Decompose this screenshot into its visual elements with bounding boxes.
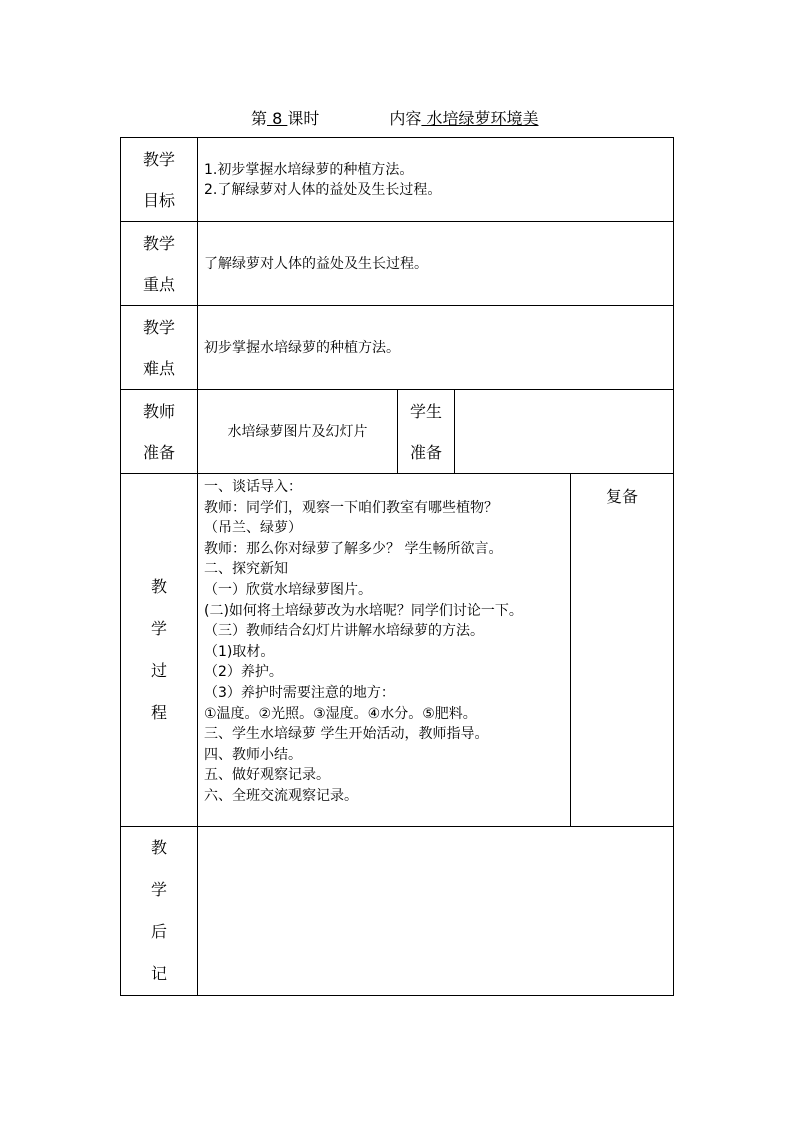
process-line: 六、全班交流观察记录。 — [204, 787, 358, 804]
lesson-plan-table — [120, 137, 674, 996]
process-line: 三、学生水培绿萝 学生开始活动，教师指导。 — [204, 726, 489, 743]
lesson-number: 8 — [267, 109, 288, 128]
process-content — [198, 474, 571, 827]
row-reflection — [121, 827, 674, 996]
process-line: (二)如何将土培绿萝改为水培呢？同学们讨论一下。 — [204, 602, 523, 619]
goal-content — [198, 138, 674, 222]
process-line: （2）养护。 — [204, 664, 283, 681]
process-line: （三）教师结合幻灯片讲解水培绿萝的方法。 — [204, 623, 484, 640]
row-teaching-process — [121, 474, 674, 827]
reflection-label: 教 学 后 记 — [121, 827, 198, 996]
goal-line-2: 2.了解绿萝对人体的益处及生长过程。 — [204, 181, 442, 198]
process-line: 二、探究新知 — [204, 561, 288, 578]
teacher-prep-content: 水培绿萝图片及幻灯片 — [198, 390, 398, 474]
lesson-header — [251, 106, 539, 129]
key-point-label: 教学 重点 — [121, 222, 198, 306]
row-preparation — [121, 390, 674, 474]
lesson-prefix: 第 — [251, 109, 268, 128]
key-point-content: 了解绿萝对人体的益处及生长过程。 — [198, 222, 674, 306]
difficulty-content: 初步掌握水培绿萝的种植方法。 — [198, 306, 674, 390]
process-line: 一、谈话导入： — [204, 479, 302, 495]
student-prep-label: 学生 准备 — [398, 390, 455, 474]
process-line: （一）欣赏水培绿萝图片。 — [204, 581, 372, 598]
process-line: 教师：那么你对绿萝了解多少？ 学生畅所欲言。 — [204, 540, 503, 557]
reflection-content — [198, 827, 674, 996]
process-line: （1)取材。 — [204, 643, 275, 660]
process-line: 五、做好观察记录。 — [204, 767, 330, 784]
teacher-prep-label: 教师 准备 — [121, 390, 198, 474]
lesson-suffix: 课时 — [287, 109, 320, 128]
process-line: （吊兰、绿萝） — [204, 520, 302, 537]
process-line: （3）养护时需要注意的地方： — [204, 684, 395, 701]
difficulty-label: 教学 难点 — [121, 306, 198, 390]
row-key-point — [121, 222, 674, 306]
content-label: 内容 — [389, 109, 422, 128]
process-line: 四、教师小结。 — [204, 746, 302, 763]
goal-line-1: 1.初步掌握水培绿萝的种植方法。 — [204, 161, 414, 178]
row-difficulty — [121, 306, 674, 390]
student-prep-content — [455, 390, 674, 474]
goal-label: 教学 目标 — [121, 138, 198, 222]
row-teaching-goal — [121, 138, 674, 222]
review-notes-label: 复备 — [571, 474, 674, 827]
process-line: 教师：同学们，观察一下咱们教室有哪些植物？ — [204, 499, 498, 516]
content-value: 水培绿萝环境美 — [421, 109, 539, 128]
process-line: ①温度。②光照。③湿度。④水分。⑤肥料。 — [204, 705, 477, 722]
process-label: 教 学 过 程 — [121, 474, 198, 827]
